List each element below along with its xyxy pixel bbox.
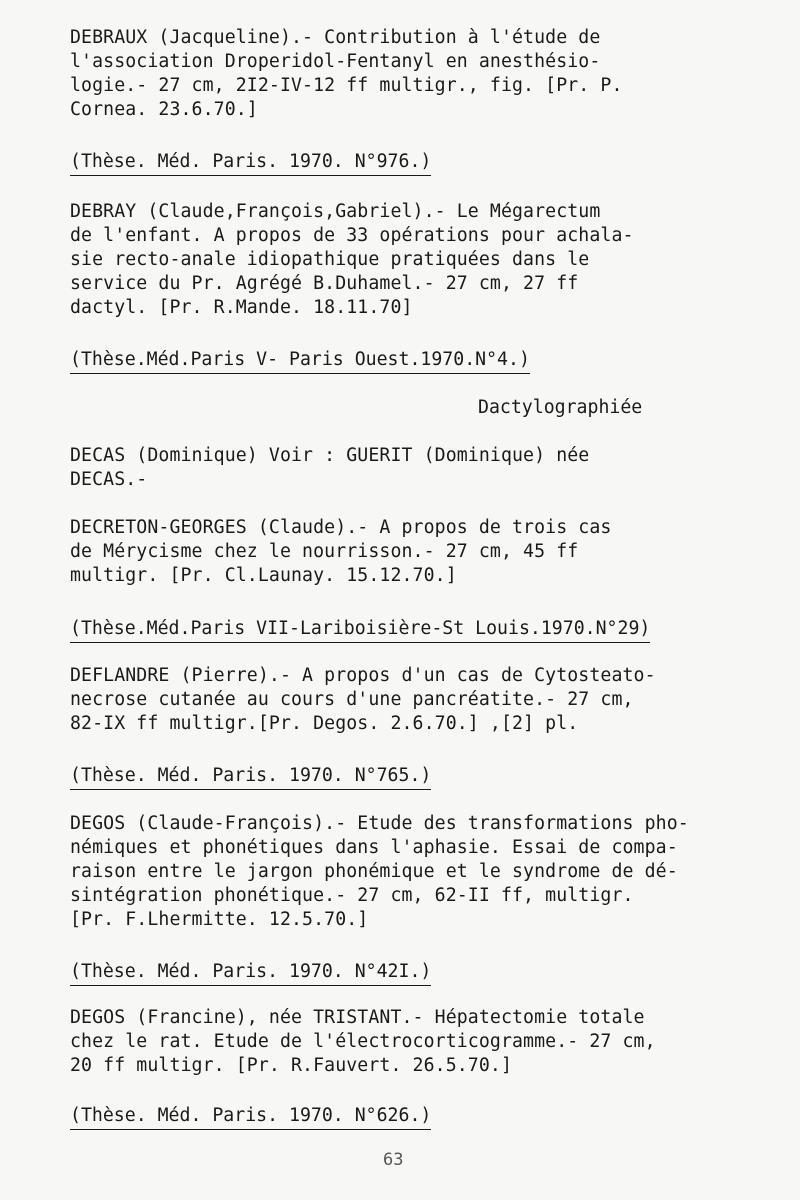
entry-line: sintégration phonétique.- 27 cm, 62-II ff, multigr. — [70, 885, 634, 906]
page-number: 63 — [383, 1150, 404, 1170]
entry-line: [Pr. F.Lhermitte. 12.5.70.] — [70, 909, 369, 930]
thesis-reference: (Thèse. Méd. Paris. 1970. N°626.) — [70, 1104, 431, 1130]
entry-line: necrose cutanée au cours d'une pancréatite.- 27 cm, — [70, 689, 634, 710]
entry-line: DECRETON-GEORGES (Claude).- A propos de trois cas — [70, 517, 612, 538]
entry-line: service du Pr. Agrégé B.Duhamel.- 27 cm, 27 ff — [70, 273, 579, 294]
entry-line: DEGOS (Claude-François).- Etude des transformations pho- — [70, 813, 689, 834]
entry-line: DECAS (Dominique) Voir : GUERIT (Dominique) née — [70, 445, 590, 466]
entry-line: de Mérycisme chez le nourrisson.- 27 cm, 45 ff — [70, 541, 579, 562]
entry-line: DEFLANDRE (Pierre).- A propos d'un cas de Cytosteato- — [70, 665, 656, 686]
entry-line: l'association Droperidol-Fentanyl en anesthésio- — [70, 51, 601, 72]
entry-line: chez le rat. Etude de l'électrocorticogramme.- 27 cm, — [70, 1031, 656, 1052]
entry-line: de l'enfant. A propos de 33 opérations pour achala- — [70, 225, 634, 246]
entry-debraux — [70, 26, 760, 122]
entry-line: dactyl. [Pr. R.Mande. 18.11.70] — [70, 297, 413, 318]
entry-line: Cornea. 23.6.70.] — [70, 99, 258, 120]
entry-line: DEBRAY (Claude,François,Gabriel).- Le Mégarectum — [70, 201, 601, 222]
thesis-reference: (Thèse. Méd. Paris. 1970. N°976.) — [70, 150, 431, 176]
entry-decas — [70, 444, 760, 492]
entry-line: raison entre le jargon phonémique et le syndrome de dé- — [70, 861, 678, 882]
entry-line: DECAS.- — [70, 469, 148, 490]
entry-degos-francine — [70, 1006, 760, 1078]
entry-deflandre — [70, 664, 760, 736]
entry-line: 82-IX ff multigr.[Pr. Degos. 2.6.70.] ,[2] pl. — [70, 713, 579, 734]
thesis-reference: (Thèse. Méd. Paris. 1970. N°765.) — [70, 764, 431, 790]
thesis-reference: (Thèse.Méd.Paris V- Paris Ouest.1970.N°4.) — [70, 348, 530, 374]
entry-line: sie recto-anale idiopathique pratiquées dans le — [70, 249, 590, 270]
entry-line: DEBRAUX (Jacqueline).- Contribution à l'étude de — [70, 27, 601, 48]
typescript-note: Dactylographiée — [478, 397, 643, 418]
entry-line: multigr. [Pr. Cl.Launay. 15.12.70.] — [70, 565, 457, 586]
entry-decreton-georges — [70, 516, 760, 588]
thesis-reference: (Thèse.Méd.Paris VII-Lariboisière-St Louis.1970.N°29) — [70, 617, 650, 643]
entry-line: logie.- 27 cm, 2I2-IV-12 ff multigr., fig. [Pr. P. — [70, 75, 623, 96]
entry-line: 20 ff multigr. [Pr. R.Fauvert. 26.5.70.] — [70, 1055, 512, 1076]
entry-debray — [70, 200, 760, 320]
entry-line: némiques et phonétiques dans l'aphasie. Essai de compa- — [70, 837, 678, 858]
thesis-reference: (Thèse. Méd. Paris. 1970. N°42I.) — [70, 960, 431, 986]
entry-degos-claude-francois — [70, 812, 760, 932]
entry-line: DEGOS (Francine), née TRISTANT.- Hépatectomie totale — [70, 1007, 645, 1028]
